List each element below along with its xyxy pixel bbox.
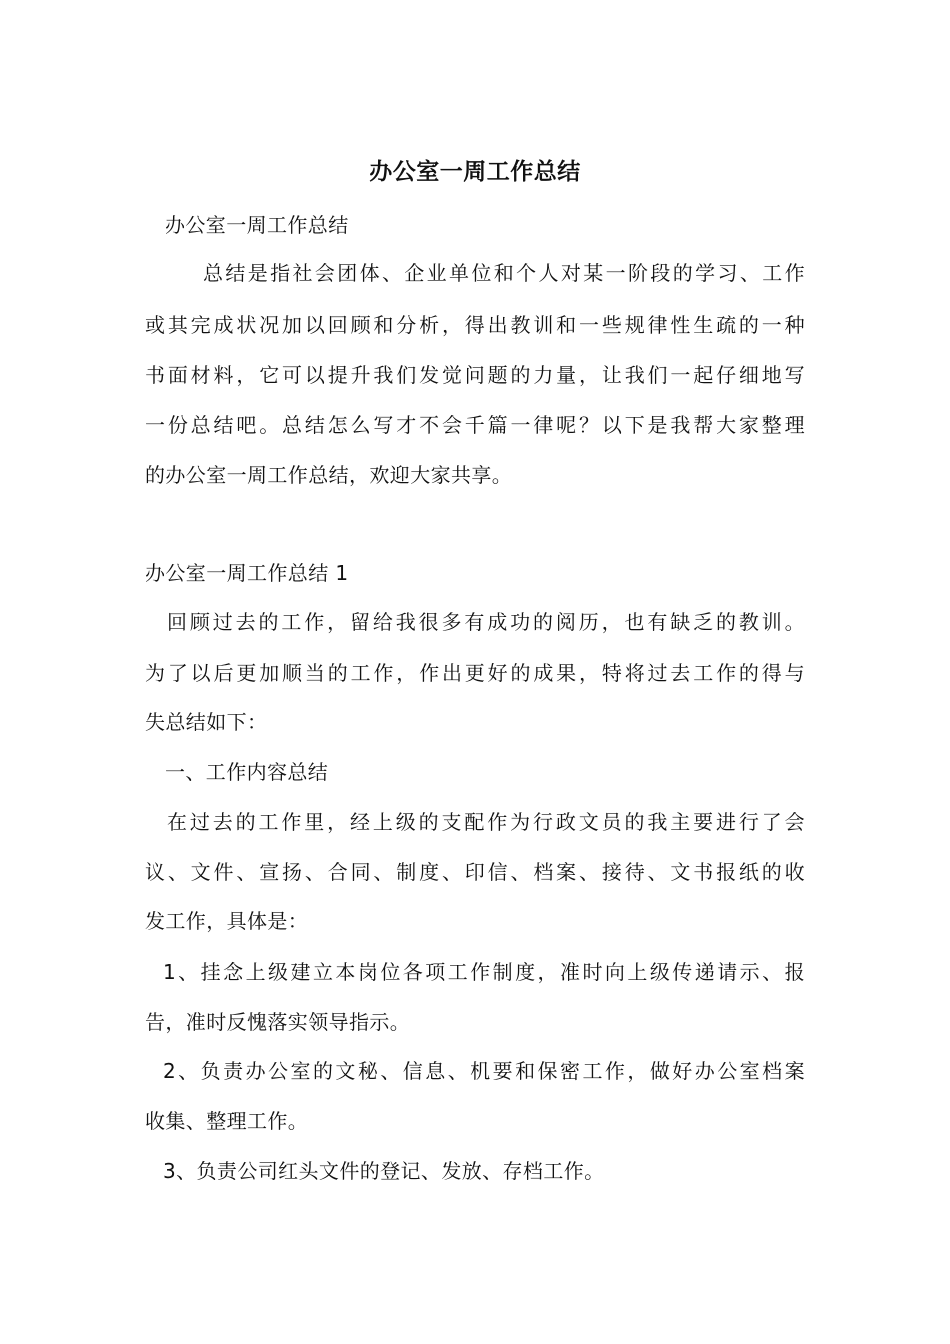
intro-line: 一份总结吧。总结怎么写才不会千篇一律呢？以下是我帮大家整理 <box>145 413 805 437</box>
list-item-line: 3、负责公司红头文件的登记、发放、存档工作。 <box>163 1159 605 1183</box>
paragraph-line: 为了以后更加顺当的工作，作出更好的成果，特将过去工作的得与 <box>145 661 805 685</box>
section-heading: 办公室一周工作总结 1 <box>145 561 349 585</box>
paragraph-line: 在过去的工作里，经上级的支配作为行政文员的我主要进行了会 <box>167 810 805 834</box>
paragraph-line: 议、文件、宣扬、合同、制度、印信、档案、接待、文书报纸的收 <box>145 860 805 884</box>
intro-line: 总结是指社会团体、企业单位和个人对某一阶段的学习、工作 <box>203 261 805 285</box>
paragraph-line: 失总结如下： <box>145 710 268 734</box>
intro-line: 的办公室一周工作总结，欢迎大家共享。 <box>145 463 513 487</box>
list-item-line: 1、挂念上级建立本岗位各项工作制度，准时向上级传递请示、报 <box>163 960 805 984</box>
list-item-line: 收集、整理工作。 <box>145 1109 309 1133</box>
paragraph-line: 回顾过去的工作，留给我很多有成功的阅历，也有缺乏的教训。 <box>167 610 805 634</box>
list-item-line: 2、负责办公室的文秘、信息、机要和保密工作，做好办公室档案 <box>163 1059 805 1083</box>
document-title: 办公室一周工作总结 <box>369 159 581 185</box>
paragraph-line: 发工作，具体是： <box>145 909 309 933</box>
list-item-line: 告，准时反愧落实领导指示。 <box>145 1010 411 1034</box>
subheading: 一、工作内容总结 <box>165 760 329 784</box>
intro-line: 书面材料，它可以提升我们发觉问题的力量，让我们一起仔细地写 <box>145 363 805 387</box>
document-subtitle: 办公室一周工作总结 <box>165 213 349 237</box>
intro-line: 或其完成状况加以回顾和分析，得出教训和一些规律性生疏的一种 <box>145 313 805 337</box>
